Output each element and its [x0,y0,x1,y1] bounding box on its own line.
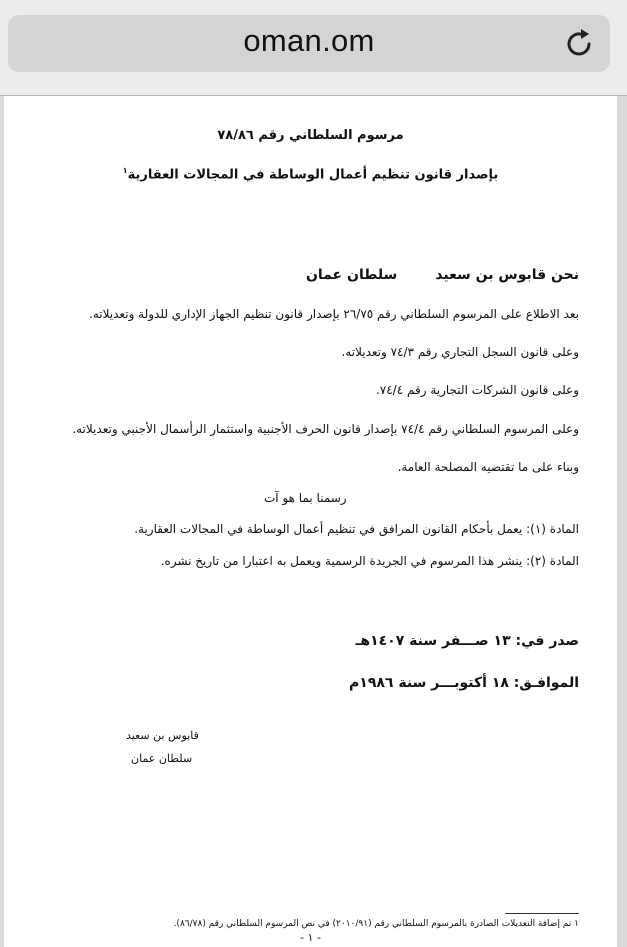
decree-subtitle [4,166,617,182]
preamble-line-5: وبناء على ما تقتضيه المصلحة العامة. [397,460,579,474]
preamble-line-3: وعلى قانون الشركات التجارية رقم ٧٤/٤. [375,383,579,397]
address-bar[interactable] [8,15,610,72]
sultan-name: نحن قابوس بن سعيد [435,267,579,283]
footnote-divider [505,913,579,914]
reload-icon[interactable] [560,25,598,63]
preamble-line-2: وعلى قانون السجل التجاري رقم ٧٤/٣ وتعديلاته. [341,345,579,359]
browser-toolbar [0,0,627,96]
footnote-text: ١ تم إضافة التعديلات الصادرة بالمرسوم السلطاني رقم (٢٠١٠/٩١) في نص المرسوم السلطاني رقم (٨٦/٧٨). [173,919,579,929]
url-text: oman.om [243,23,375,58]
preamble-line-1: بعد الاطلاع على المرسوم السلطاني رقم ٢٦/٧٥ بإصدار قانون تنظيم الجهاز الإداري للدولة وتعديلاته. [89,307,579,321]
document-page[interactable] [4,96,617,947]
signature-title: سلطان عمان [131,752,193,765]
decree-subtitle-text: بإصدار قانون تنظيم أعمال الوساطة في المجالات العقارية [127,167,499,183]
page-number: - ١ - [300,931,321,944]
footnote-marker: ١ [122,166,128,175]
article-2: المادة (٢): ينشر هذا المرسوم في الجريدة الرسمية ويعمل به اعتبارا من تاريخ نشره. [160,554,579,568]
decreed-line: رسمنا بما هو آت [264,491,347,505]
article-1: المادة (١): يعمل بأحكام القانون المرافق في تنظيم أعمال الوساطة في المجالات العقارية. [134,522,579,536]
decree-title: مرسوم السلطاني رقم ٧٨/٨٦ [217,128,404,143]
sultan-title: سلطان عمان [305,267,398,283]
preamble-line-4: وعلى المرسوم السلطاني رقم ٧٤/٤ بإصدار قانون الحرف الأجنبية واستثمار الرأسمال الأجنبي وتعديلاته. [72,422,579,436]
corresponding-date: الموافـق: ١٨ أكتوبـــر سنة ١٩٨٦م [349,675,579,691]
signature-name: قابوس بن سعيد [126,729,199,742]
issued-date: صدر في: ١٣ صـــفر سنة ١٤٠٧هـ [355,633,579,649]
sultan-line [306,267,579,283]
